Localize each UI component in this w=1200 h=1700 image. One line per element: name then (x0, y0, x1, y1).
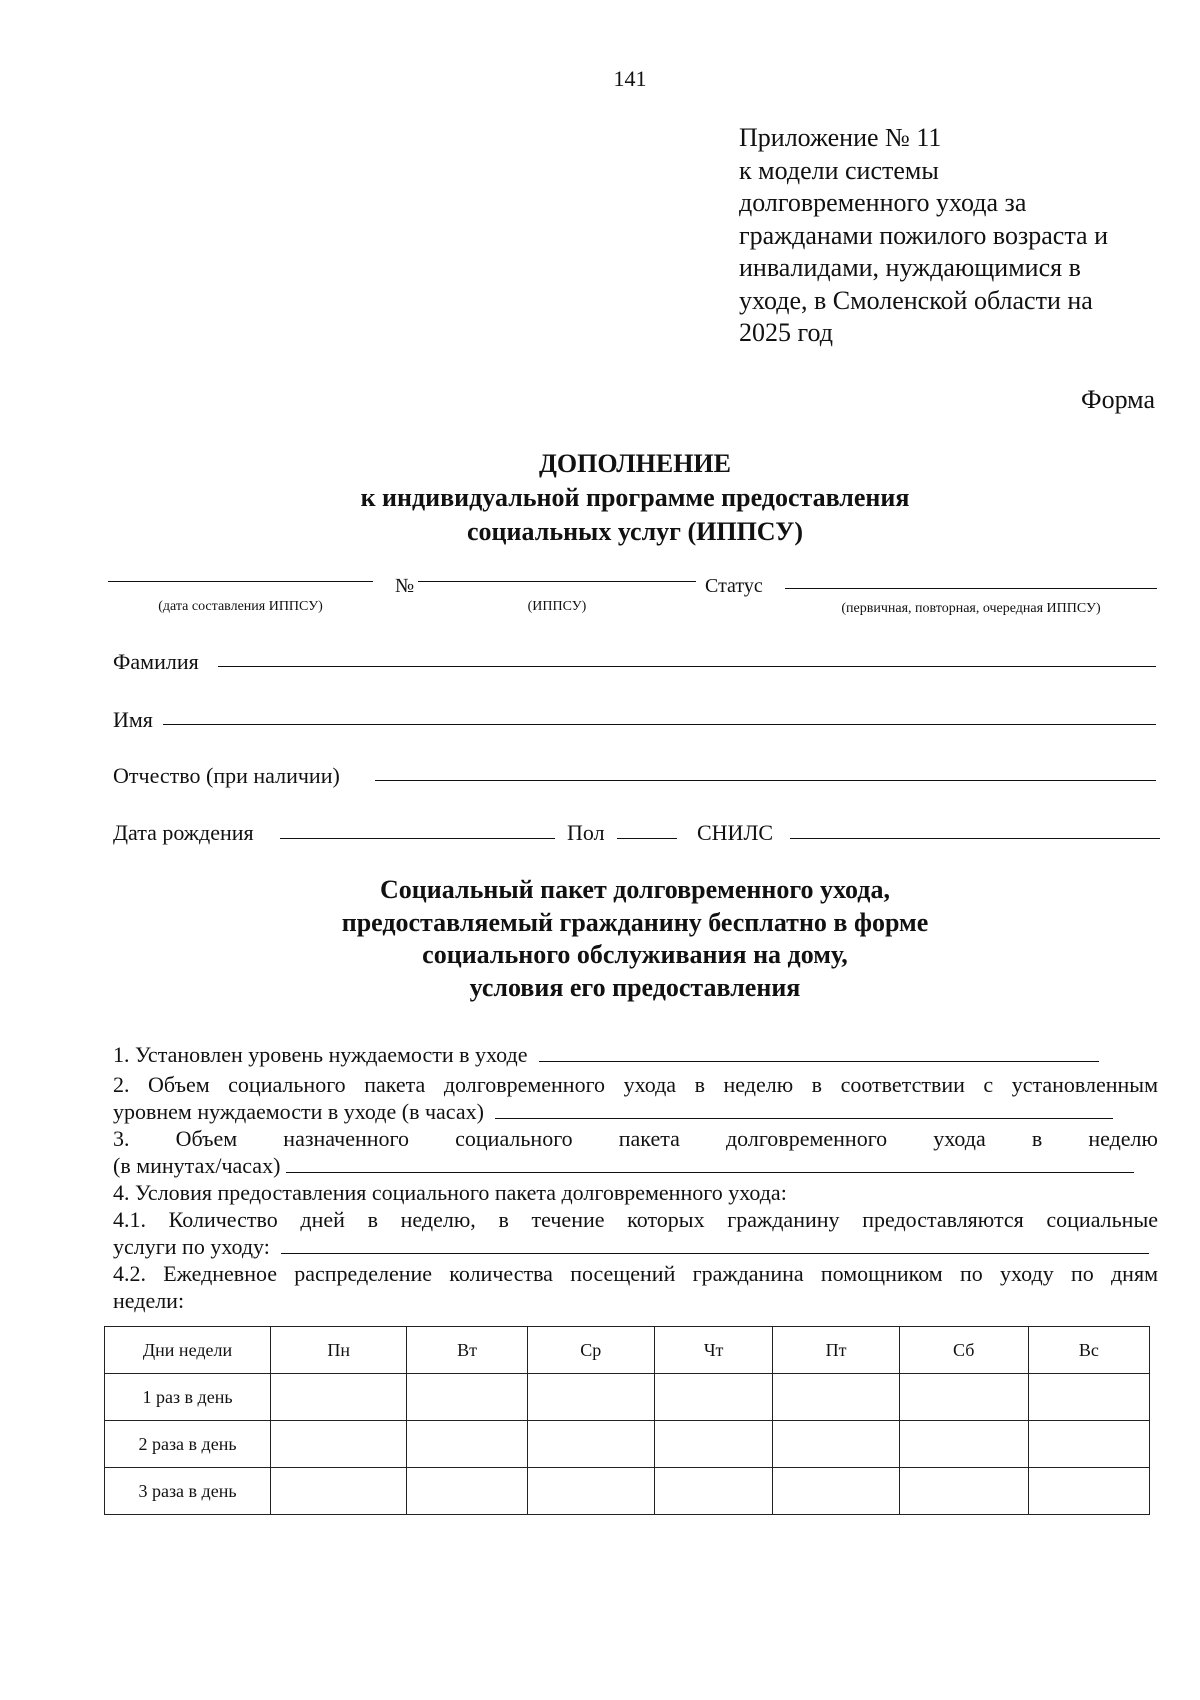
appendix-line: 2025 год (739, 318, 833, 347)
header-cell: Сб (899, 1327, 1028, 1374)
schedule-cell[interactable] (271, 1421, 407, 1468)
item-1 (113, 1041, 1158, 1068)
patronymic-field-line[interactable] (375, 780, 1156, 781)
date-field-line[interactable] (108, 581, 373, 582)
date-caption: (дата составления ИППСУ) (158, 599, 323, 614)
schedule-cell[interactable] (407, 1468, 527, 1515)
table-row (105, 1468, 1150, 1515)
item-3-word: назначенного (283, 1126, 410, 1151)
birth-date-field-line[interactable] (280, 838, 555, 839)
item-2-text: уровнем нуждаемости в уходе (в часах) (113, 1099, 484, 1124)
section-title-line: Социальный пакет долговременного ухода, (380, 875, 890, 904)
row-label: 3 раза в день (105, 1468, 271, 1515)
days-per-week-field[interactable] (281, 1235, 1149, 1254)
item-3-word: 3. (113, 1126, 130, 1151)
appendix-line: инвалидами, нуждающимися в (739, 253, 1081, 282)
appendix-line: долговременного ухода за (739, 188, 1027, 217)
header-cell: Вт (407, 1327, 527, 1374)
number-label: № (395, 575, 415, 597)
item-4-2-line-2: недели: (113, 1288, 185, 1313)
name-label: Имя (113, 707, 153, 732)
appendix-line: уходе, в Смоленской области на (739, 285, 1093, 315)
header-cell: Дни недели (105, 1327, 271, 1374)
item-4: 4. Условия предоставления социального пакета долговременного ухода: (113, 1180, 787, 1205)
schedule-cell[interactable] (527, 1468, 654, 1515)
header-cell: Вс (1028, 1327, 1149, 1374)
section-title-line: условия его предоставления (469, 972, 801, 1002)
schedule-cell[interactable] (1028, 1468, 1149, 1515)
name-field-line[interactable] (163, 724, 1156, 725)
header-cell: Пт (773, 1327, 899, 1374)
birth-date-label: Дата рождения (113, 820, 254, 845)
title-line: к индивидуальной программе предоставления (360, 483, 910, 512)
status-caption: (первичная, повторная, очередная ИППСУ) (841, 601, 1101, 616)
item-3-word: в (1031, 1126, 1043, 1151)
surname-label: Фамилия (113, 649, 199, 674)
schedule-cell[interactable] (1028, 1421, 1149, 1468)
section-title-line: предоставляемый гражданину бесплатно в форме (341, 907, 929, 937)
schedule-cell[interactable] (773, 1468, 899, 1515)
schedule-cell[interactable] (271, 1468, 407, 1515)
schedule-cell[interactable] (899, 1421, 1028, 1468)
schedule-cell[interactable] (899, 1374, 1028, 1421)
ippsu-number-line[interactable] (418, 581, 696, 582)
assigned-volume-field[interactable] (286, 1154, 1134, 1173)
form-label: Форма (1081, 385, 1155, 414)
item-1-text: 1. Установлен уровень нуждаемости в уходе (113, 1042, 528, 1067)
item-3-line-1 (113, 1125, 1158, 1152)
appendix-note (739, 122, 1108, 350)
schedule-cell[interactable] (654, 1468, 773, 1515)
table-row (105, 1421, 1150, 1468)
item-4-1-line-2 (113, 1233, 1158, 1260)
schedule-cell[interactable] (773, 1374, 899, 1421)
item-3-word: социального (455, 1126, 573, 1151)
item-2-line-2 (113, 1098, 1158, 1125)
item-3-word: неделю (1088, 1126, 1158, 1151)
item-3-word: Объем (175, 1126, 238, 1151)
snils-field-line[interactable] (790, 838, 1160, 839)
item-4-1-line-1: 4.1. Количество дней в неделю, в течение которых гражданину предоставляются социальные (113, 1207, 1158, 1232)
status-field-line[interactable] (785, 588, 1157, 589)
header-cell: Ср (527, 1327, 654, 1374)
schedule-cell[interactable] (407, 1421, 527, 1468)
item-3-line-2 (113, 1152, 1158, 1179)
schedule-cell[interactable] (1028, 1374, 1149, 1421)
table-header-row (105, 1327, 1150, 1374)
title-line: социальных услуг (ИППСУ) (467, 517, 803, 546)
page-number: 141 (613, 66, 647, 91)
row-label: 2 раза в день (105, 1421, 271, 1468)
item-4-2-line-1: 4.2. Ежедневное распределение количества посещений гражданина помощником по уходу по дням (113, 1261, 1158, 1286)
item-3-word: пакета (618, 1126, 680, 1151)
row-label: 1 раз в день (105, 1374, 271, 1421)
header-cell: Пн (271, 1327, 407, 1374)
snils-label: СНИЛС (697, 820, 774, 845)
header-cell: Чт (654, 1327, 773, 1374)
schedule-cell[interactable] (407, 1374, 527, 1421)
status-label: Статус (705, 575, 763, 597)
care-level-field[interactable] (539, 1043, 1099, 1062)
title-line: ДОПОЛНЕНИЕ (539, 449, 731, 478)
item-3-word: ухода (933, 1126, 986, 1151)
item-2-line-1: 2. Объем социального пакета долговременного ухода в неделю в соответствии с установленным (113, 1072, 1158, 1097)
schedule-cell[interactable] (773, 1421, 899, 1468)
section-title-line: социального обслуживания на дому, (422, 940, 848, 969)
sex-field-line[interactable] (617, 838, 677, 839)
item-3-text: (в минутах/часах) (113, 1153, 281, 1178)
item-3-word: долговременного (725, 1126, 888, 1151)
ippsu-caption: (ИППСУ) (527, 599, 587, 614)
patronymic-label: Отчество (при наличии) (113, 763, 340, 788)
surname-field-line[interactable] (218, 666, 1156, 667)
appendix-line: Приложение № 11 (739, 123, 942, 152)
weekly-hours-field[interactable] (495, 1100, 1113, 1119)
table-row (105, 1374, 1150, 1421)
schedule-cell[interactable] (899, 1468, 1028, 1515)
document-title (0, 447, 1200, 549)
schedule-cell[interactable] (527, 1421, 654, 1468)
appendix-line: гражданами пожилого возраста и (739, 220, 1108, 250)
schedule-cell[interactable] (654, 1374, 773, 1421)
appendix-line: к модели системы (739, 155, 939, 185)
schedule-cell[interactable] (527, 1374, 654, 1421)
schedule-cell[interactable] (271, 1374, 407, 1421)
schedule-cell[interactable] (654, 1421, 773, 1468)
visits-schedule-table (104, 1326, 1150, 1515)
section-title (0, 874, 1200, 1004)
sex-label: Пол (567, 820, 605, 845)
item-4-1-text: услуги по уходу: (113, 1234, 270, 1259)
